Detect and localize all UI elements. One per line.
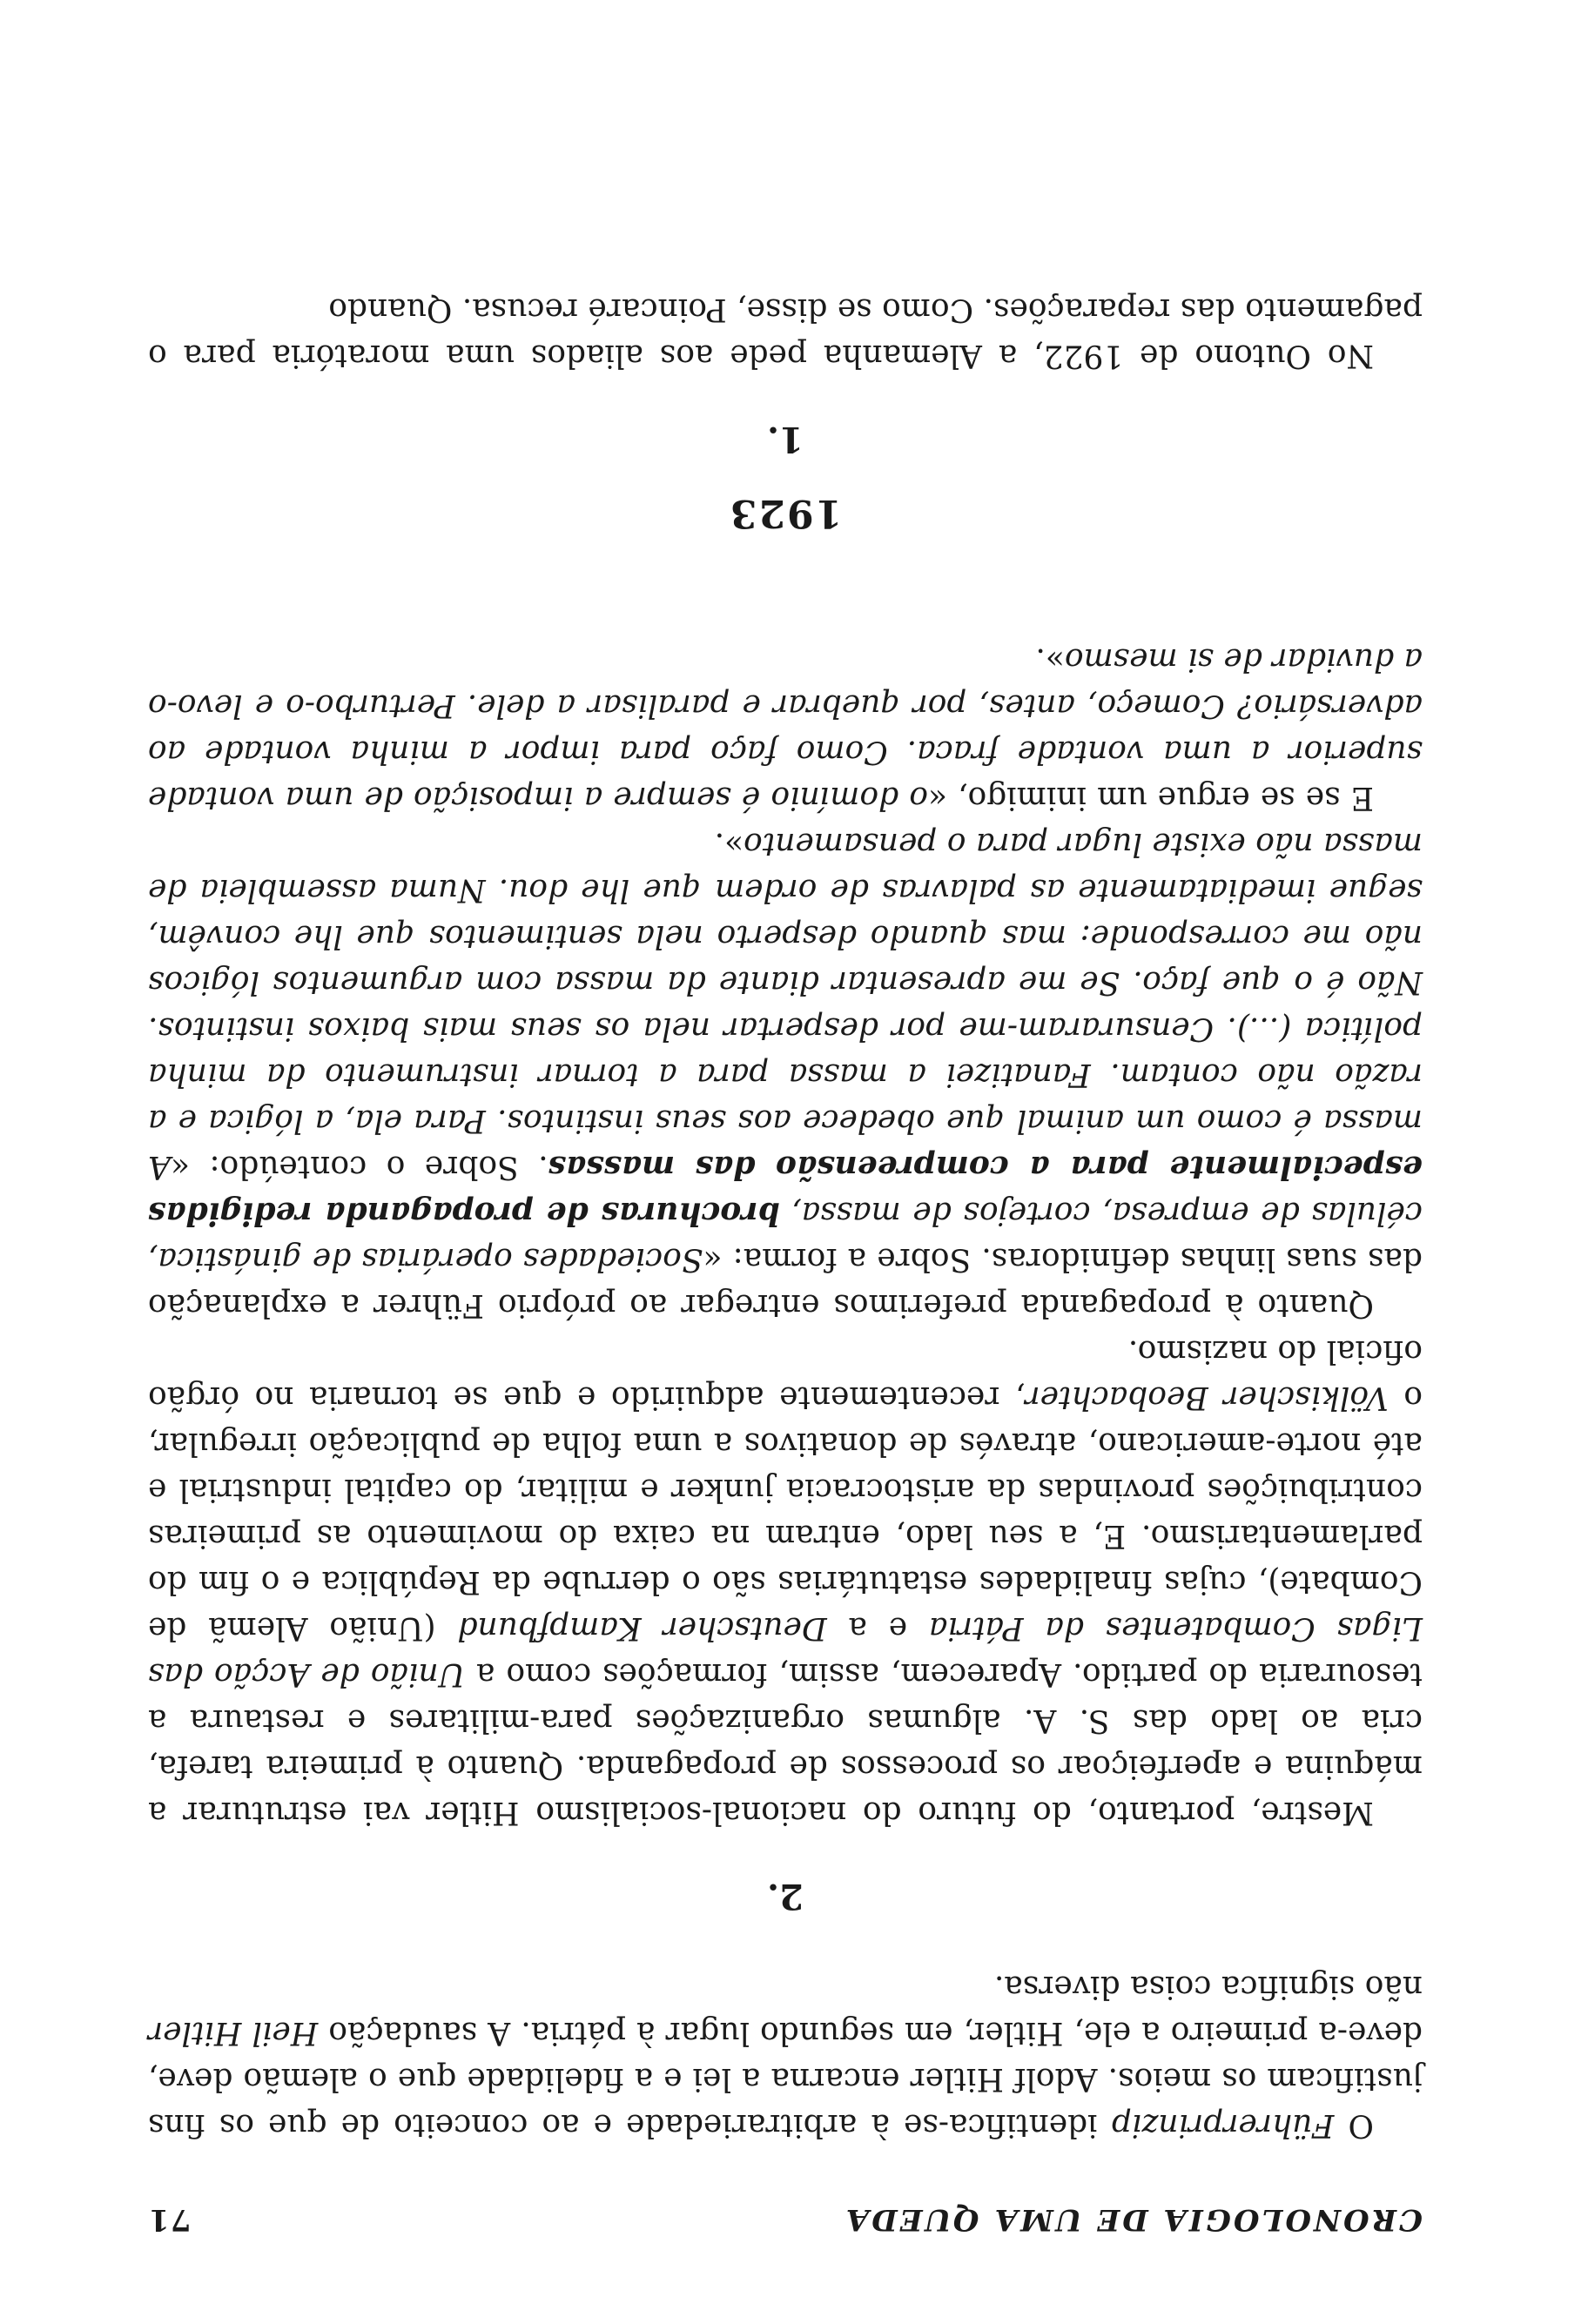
text-run: O [1334, 2107, 1374, 2143]
italic-term: Führerprinzip [1111, 2107, 1335, 2143]
italic-quote: o domínio é sempre a imposição de uma vontade superior a uma vontade fraca. Como faço para impor a minha vontade ao adversário? Começo, antes, por quebrar e paralisar a dele. Perturbo-o e levo-o a duvidar de si mesmo [147, 641, 1423, 816]
paragraph-fuhrerprinzip [148, 1964, 1423, 2148]
text-run: E se se ergue um inimigo, « [927, 780, 1374, 816]
text-run: Mestre, portanto, do futuro do nacional-socialismo Hitler vai estruturar a máquina e aperfeiçoar os processos de propaganda. Quanto à primeira tarefa, cria ao lado das S. A. algumas organizações para-militares e restaura a tesouraria do partido. Aparecem, assim, formações como a [148, 1656, 1423, 1830]
bold-italic-quote: brochuras de propaganda redigidas especialmente para a compreensão das massas [148, 1149, 1423, 1232]
running-head [148, 2192, 1423, 2237]
running-title: CRONOLOGIA DE UMA QUEDA [843, 2202, 1423, 2237]
text-run: Quanto à propaganda preferimos entregar ao próprio Führer a explanação das suas linhas definidoras. Sobre a forma: « [148, 1241, 1423, 1323]
section-number-1: 1. [767, 419, 804, 460]
italic-term: Heil Hitler [148, 2015, 319, 2051]
year-heading: 1923 [728, 491, 843, 535]
italic-quote: Sociedades operárias de ginástica, células de empresa, cortejos de massa, [148, 1195, 1423, 1277]
paragraph-mestre [148, 1328, 1423, 1836]
text-run: e a [826, 1610, 929, 1646]
page-number: 71 [148, 2202, 192, 2237]
italic-term: Deutscher Kampfbund [457, 1610, 827, 1646]
paragraph-outono: No Outono de 1922, a Alemanha pede aos aliados uma moratória para o pagamento das reparações. Como se disse, Poincaré recusa. Quando [148, 292, 1423, 373]
page-content [148, 113, 1423, 2237]
paragraph-inimigo [148, 636, 1423, 821]
italic-quote: A massa é como um animal que obedece aos seus instintos. Para ela, a lógica e a razão não contam. Fanatizei a massa para a tornar instrumento da minha política (...). Censuraram-me por despertar nela os seus mais baixos instintos. Não é o que faço. Se me apresentar diante da massa com argumentos lógicos não me corresponde: mas quando desperto nela sentimentos que lhe convêm, segue imediatamente as palavras de ordem que lhe dou. Numa assembleia de massa não existe lugar para o pensamento [148, 826, 1423, 1185]
text-run: ». [714, 826, 744, 862]
text-run: , recentemente adquirido e que se tornaria no órgão oficial do nazismo. [148, 1333, 1423, 1415]
text-run: ». [1035, 641, 1065, 677]
paragraph-propaganda [148, 821, 1423, 1328]
text-run: identifica-se à arbitrariedade e ao conceito de que os fins justificam os meios. Adolf Hitler encarna a lei e a fidelidade que o alemão deve, deve-a primeiro a ele, Hitler, em segundo lugar à pátria. A saudação [148, 2015, 1423, 2143]
text-run: . Sobre o conteúdo: « [171, 1149, 548, 1185]
italic-term: Völkischer Beobachter [1025, 1380, 1389, 1415]
section-number-2: 2. [767, 1876, 804, 1917]
italic-term: União de Acção das Ligas Combatentes da Pátria [147, 1610, 1423, 1692]
text-run: não significa coisa diversa. [993, 1969, 1423, 2005]
text-run: (União Alemã de Combate), cujas finalidades estatutárias são o derrube da República e o fim do parlamentarismo. E, a seu lado, entram na caixa do movimento as primeiras contribuições provindas da aristocracia junker e militar, do capital industrial e até norte-americano, através de donativos a uma folha de publicação irregular, o [148, 1380, 1423, 1646]
